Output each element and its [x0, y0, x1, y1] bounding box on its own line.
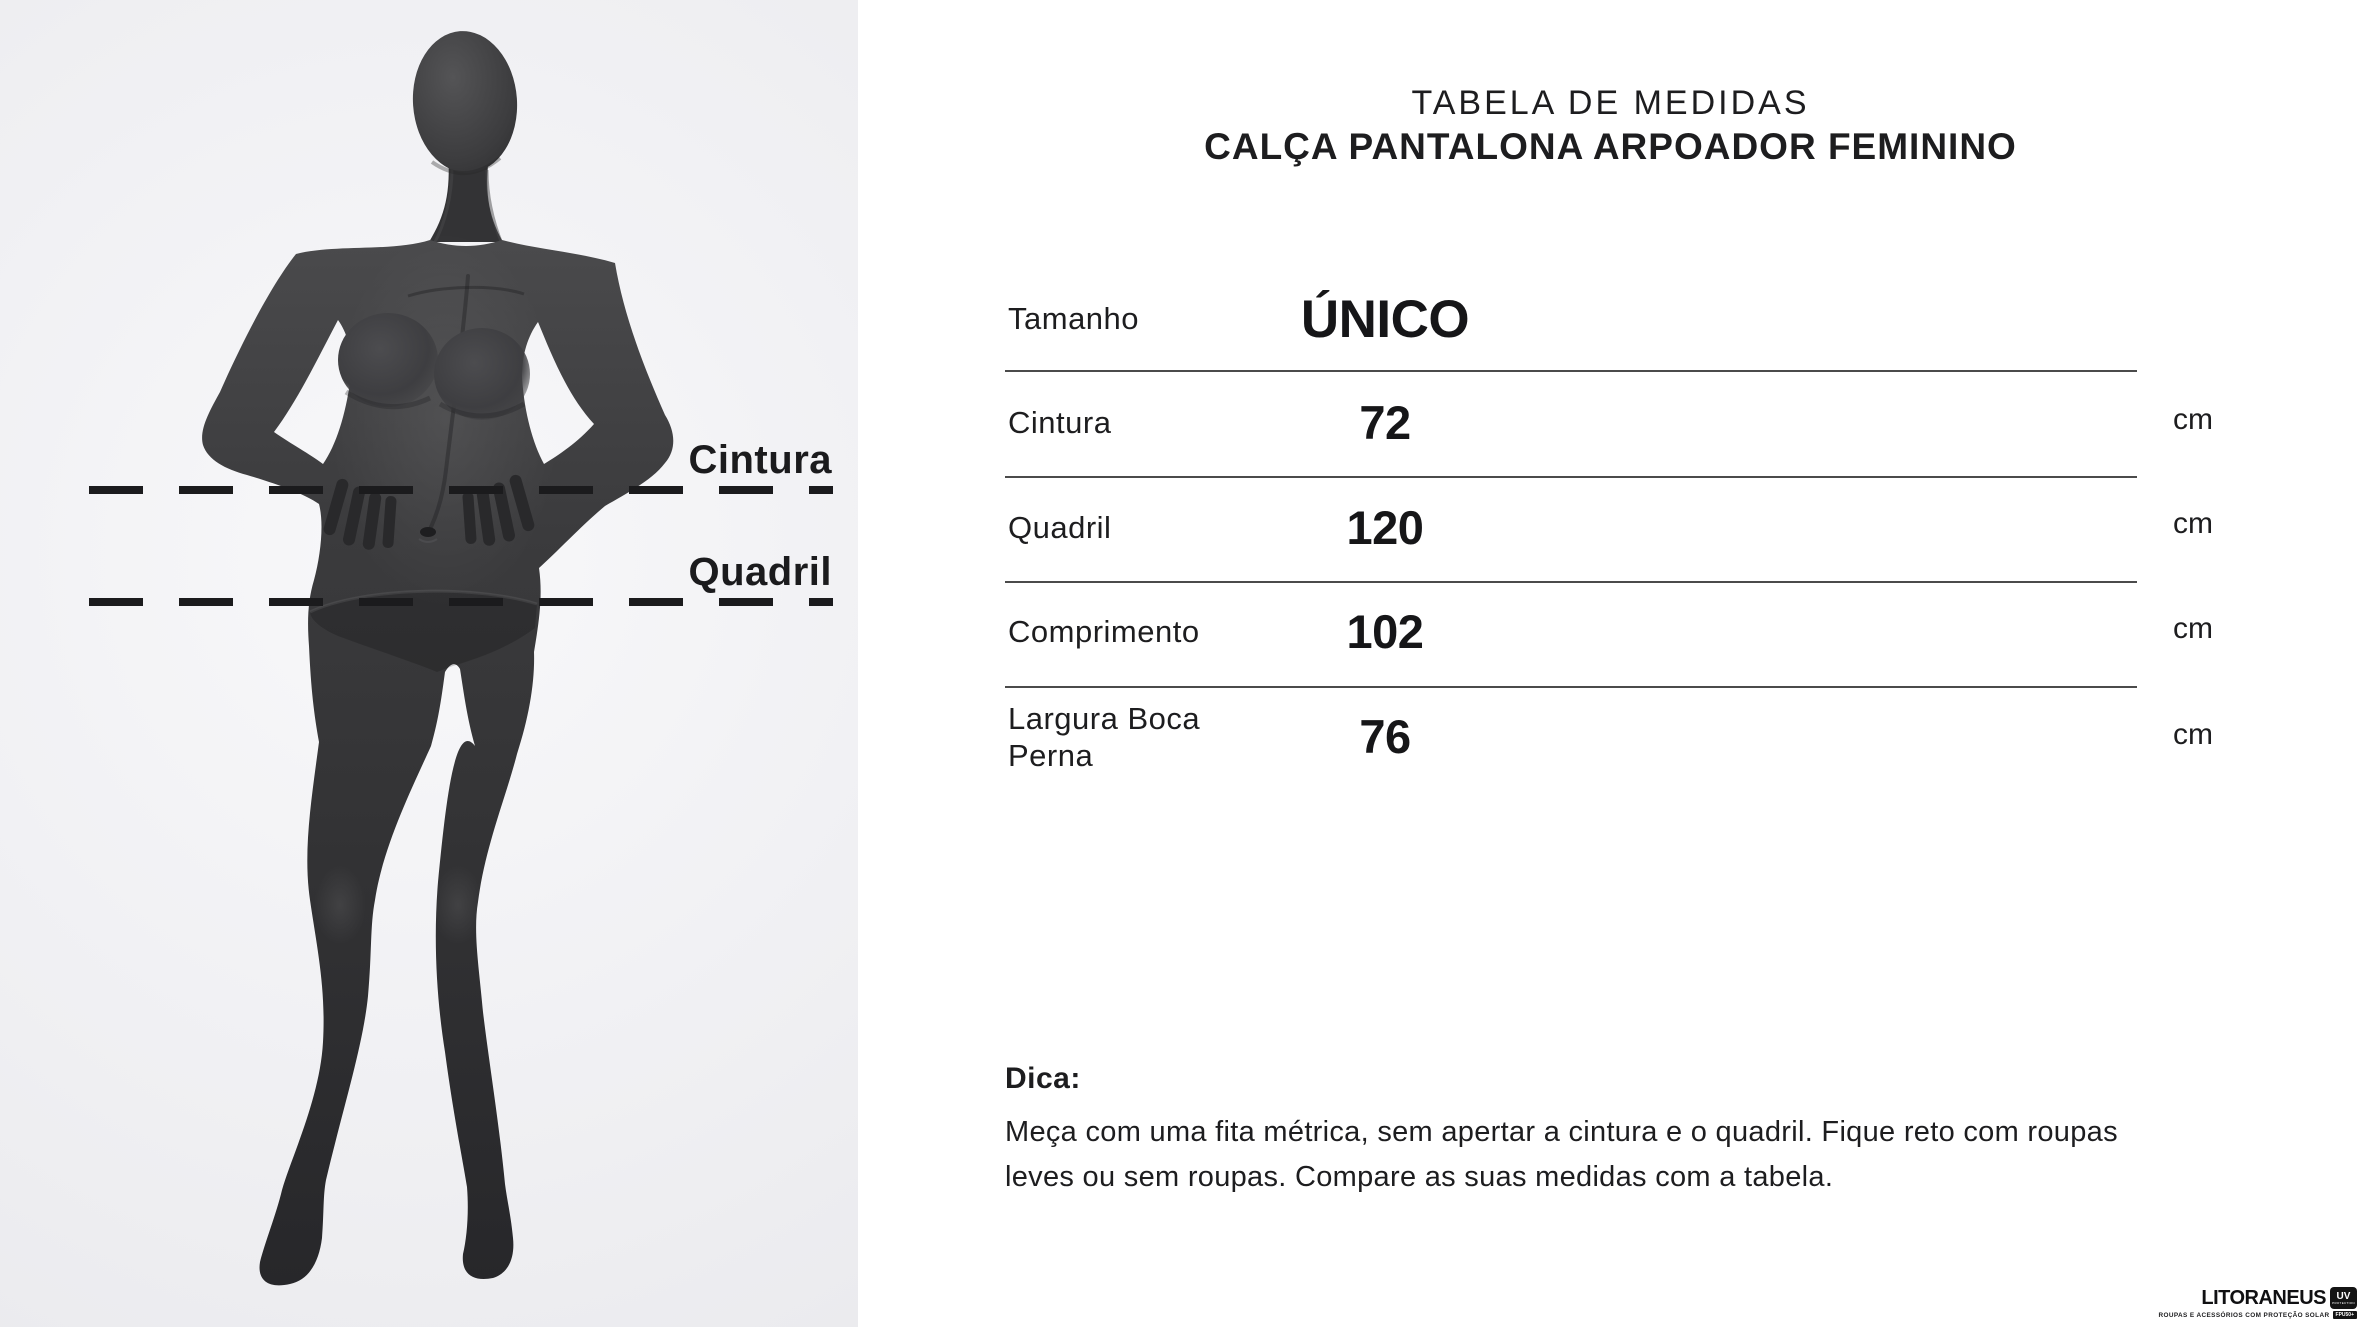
mannequin-panel	[0, 0, 858, 1327]
separator-line	[1005, 370, 2137, 372]
measure-row-label: Quadril	[1008, 510, 1112, 545]
tip-body: Meça com uma fita métrica, sem apertar a cintura e o quadril. Fique reto com roupas leves ou sem roupas. Compare as suas medidas com a tabela.	[1005, 1116, 2118, 1193]
brand-name: LITORANEUS	[2201, 1287, 2326, 1309]
female-mannequin-figure	[0, 0, 858, 1327]
uv-badge-icon	[2330, 1287, 2357, 1309]
measure-row-value: 76	[1359, 710, 1411, 763]
size-row-value: ÚNICO	[1300, 290, 1470, 349]
measure-row-unit: cm	[2173, 507, 2213, 540]
tip-heading: Dica:	[1005, 1062, 1081, 1095]
brand-tagline-row	[2158, 1311, 2357, 1319]
measure-row-unit: cm	[2173, 718, 2213, 751]
measure-row-value: 72	[1359, 396, 1411, 449]
brand-tagline: ROUPAS E ACESSÓRIOS COM PROTEÇÃO SOLAR	[2158, 1311, 2330, 1319]
uv-badge-label: UV	[2336, 1290, 2351, 1302]
measure-row-label: Cintura	[1008, 405, 1112, 440]
waist-dashed-line	[89, 486, 833, 494]
tip-section	[1005, 1062, 2195, 1200]
brand-logo	[2158, 1287, 2357, 1319]
uv-badge-sublabel: PROTECTION	[2332, 1300, 2355, 1305]
measure-row-unit: cm	[2173, 612, 2213, 645]
hip-dashed-line	[89, 598, 833, 606]
measure-row-value: 120	[1346, 501, 1424, 554]
fpu-chip: FPU50+	[2333, 1311, 2357, 1319]
separator-line	[1005, 581, 2137, 583]
separator-line	[1005, 686, 2137, 688]
measure-row-unit: cm	[2173, 403, 2213, 436]
hip-label: Quadril	[688, 550, 832, 594]
separator-line	[1005, 476, 2137, 478]
measure-row-value: 102	[1346, 605, 1424, 658]
page-title: TABELA DE MEDIDAS	[1411, 84, 1810, 122]
brand-logo-row	[2201, 1287, 2357, 1309]
measure-row-label: Largura Boca Perna	[1008, 701, 1201, 773]
page-subtitle: CALÇA PANTALONA ARPOADOR FEMININO	[1204, 126, 2017, 167]
waist-label: Cintura	[688, 438, 832, 482]
measure-row-label: Comprimento	[1008, 614, 1200, 649]
size-row-label: Tamanho	[1008, 301, 1140, 336]
